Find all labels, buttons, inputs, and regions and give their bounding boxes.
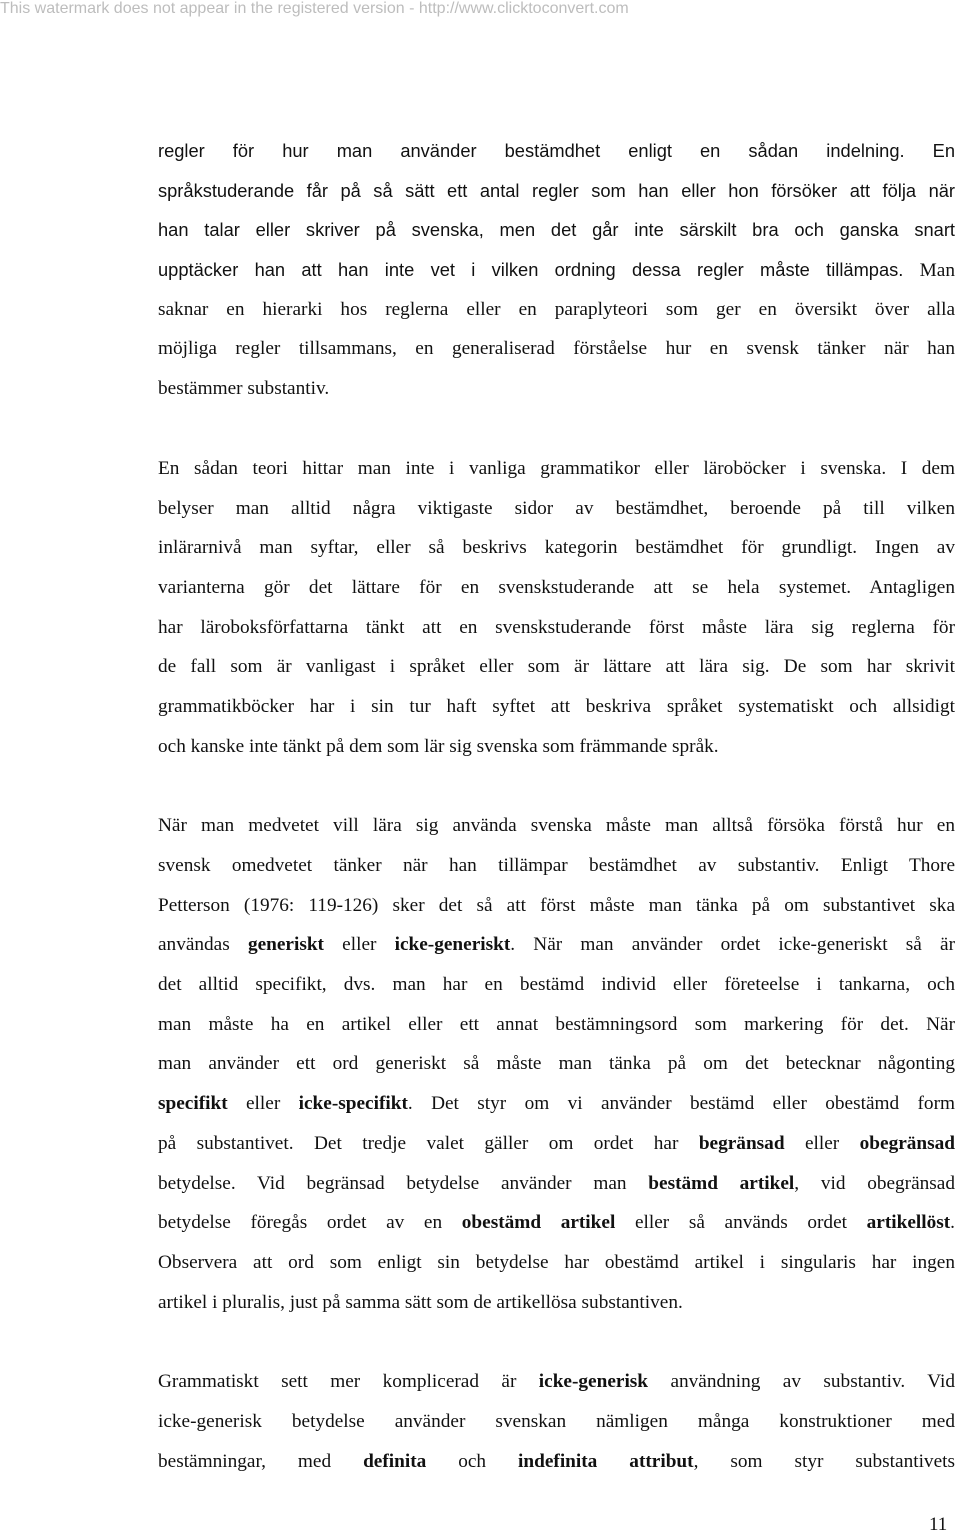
text-segment: En sådan teori hittar man inte i vanliga grammatikor eller läroböcker i svenska. I dem [158,457,955,479]
text-segment: betydelse föregås ordet av en [158,1212,462,1234]
text-segment: När man medvetet vill lära sig använda svenska måste man alltså försöka förstå hur en [158,815,955,837]
text-line [158,886,955,926]
text-segment: belyser man alltid några viktigaste sidor av bestämdhet, beroende på till vilken [158,497,955,519]
text-line [158,568,955,608]
text-segment: eller [227,1093,299,1115]
bold-term: begränsad [698,1132,785,1154]
text-line [158,171,955,211]
text-segment: bestämningar, med [158,1450,364,1472]
bold-term: obestämd artikel [461,1212,616,1234]
text-line [158,1283,955,1323]
text-line [158,449,955,489]
text-segment: möjliga regler tillsammans, en generaliserad förståelse hur en svensk tänker när han [158,338,955,360]
text-segment: regler för hur man använder bestämdhet enligt en sådan indelning. En [158,140,955,161]
text-line [158,1005,955,1045]
text-segment: , vid obegränsad [794,1172,955,1194]
text-segment: de fall som är vanligast i språket eller som är lättare att lära sig. De som har skrivit [158,656,955,678]
text-line [158,1442,955,1482]
text-line [158,1243,955,1283]
text-line [158,687,955,727]
text-segment: det alltid specifikt, dvs. man har en bestämd individ eller företeelse i tankarna, och [158,974,955,996]
text-segment: . Det styr om vi använder bestämd eller obestämd form [407,1093,955,1115]
text-line [158,846,955,886]
text-segment: har läroboksförfattarna tänkt att en svenskstuderande först måste lära sig reglerna för [158,616,955,638]
bold-term: icke-generiskt [394,934,511,956]
text-line [158,1124,955,1164]
paragraph-gap [158,1322,955,1362]
text-line [158,1044,955,1084]
bold-term: icke-specifikt [298,1093,408,1115]
text-line [158,1402,955,1442]
text-segment: inlärarnivå man syftar, eller så beskrivs kategorin bestämdhet för grundligt. Ingen av [158,537,955,559]
text-line [158,290,955,330]
text-segment: artikel i pluralis, just på samma sätt som de artikellösa substantiven. [158,1291,683,1313]
text-segment: man använder ett ord generiskt så måste man tänka på om det betecknar någonting [158,1053,955,1075]
text-segment: , som styr substantivets [693,1450,955,1472]
paragraph-gap [158,766,955,806]
text-segment: eller [784,1132,860,1154]
bold-term: obegränsad [859,1132,955,1154]
text-segment: upptäcker han att han inte vet i vilken ordning dessa regler måste tillämpas. [158,259,920,281]
text-segment: användning av substantiv. Vid [648,1371,955,1393]
text-segment: betydelse. Vid begränsad betydelse använder man [158,1172,649,1194]
text-segment: Grammatiskt sett mer komplicerad är [158,1371,539,1393]
bold-term: specifikt [158,1093,228,1115]
text-segment: han talar eller skriver på svenska, men det går inte särskilt bra och ganska snart [158,219,955,241]
text-line [158,528,955,568]
text-segment: Petterson (1976: 119-126) sker det så att först måste man tänka på om substantivet ska [158,894,955,916]
page-number: 11 [929,1514,948,1535]
text-line [158,1164,955,1204]
paragraph [158,449,955,767]
text-line [158,131,955,171]
bold-term: indefinita attribut [518,1450,694,1472]
text-line [158,806,955,846]
text-segment: Man [919,260,955,282]
text-segment: man måste ha en artikel eller ett annat bestämningsord som markering för det. När [158,1013,955,1035]
text-segment: Observera att ord som enligt sin betydelse har obestämd artikel i singularis har ingen [158,1251,955,1273]
bold-term: definita [363,1450,427,1472]
text-segment: svensk omedvetet tänker när han tillämpar bestämdhet av substantiv. Enligt Thore [158,855,955,876]
text-segment: användas [158,934,248,956]
text-line [158,210,955,250]
bold-term: artikellöst [866,1212,951,1234]
paragraph-gap [158,409,955,449]
text-segment: bestämmer substantiv. [158,378,330,400]
text-line [158,727,955,767]
text-line [158,489,955,529]
text-segment: varianterna gör det lättare för en svenskstuderande att se hela systemet. Antagligen [158,576,955,598]
watermark-banner [0,0,960,22]
text-line [158,925,955,965]
text-segment: på substantivet. Det tredje valet gäller om ordet har [158,1132,699,1154]
text-line [158,369,955,409]
paragraph [158,806,955,1322]
document-body [158,131,955,1481]
text-segment: och [426,1450,519,1472]
text-line [158,965,955,1005]
text-segment: grammatikböcker har i sin tur haft syftet att beskriva språket systematiskt och allsidigt [158,695,955,717]
text-segment: saknar en hierarki hos reglerna eller en paraplyteori som ger en översikt över alla [158,298,955,320]
text-segment: . [950,1212,955,1234]
bold-term: generiskt [247,934,324,956]
paragraph [158,131,955,409]
text-segment: icke-generisk betydelse använder svenskan nämligen många konstruktioner med [158,1410,955,1432]
watermark-link[interactable]: http://www.clicktoconvert.com [418,0,629,17]
paragraph [158,1362,955,1481]
bold-term: bestämd artikel [648,1172,795,1194]
text-segment: . När man använder ordet icke-generiskt så är [510,934,956,956]
text-line [158,647,955,687]
text-line [158,250,955,290]
text-segment: språkstuderande får på så sätt ett antal regler som han eller hon försöker att följa när [158,179,955,201]
text-segment: eller så används ordet [615,1212,867,1234]
text-line [158,329,955,369]
watermark-text: This watermark does not appear in the registered version - [0,0,419,17]
bold-term: icke-generisk [538,1371,649,1393]
text-segment: eller [323,934,395,956]
text-line [158,608,955,648]
text-line [158,1084,955,1124]
text-segment: och kanske inte tänkt på dem som lär sig svenska som främmande språk. [158,735,719,757]
text-line [158,1203,955,1243]
text-line [158,1362,955,1402]
